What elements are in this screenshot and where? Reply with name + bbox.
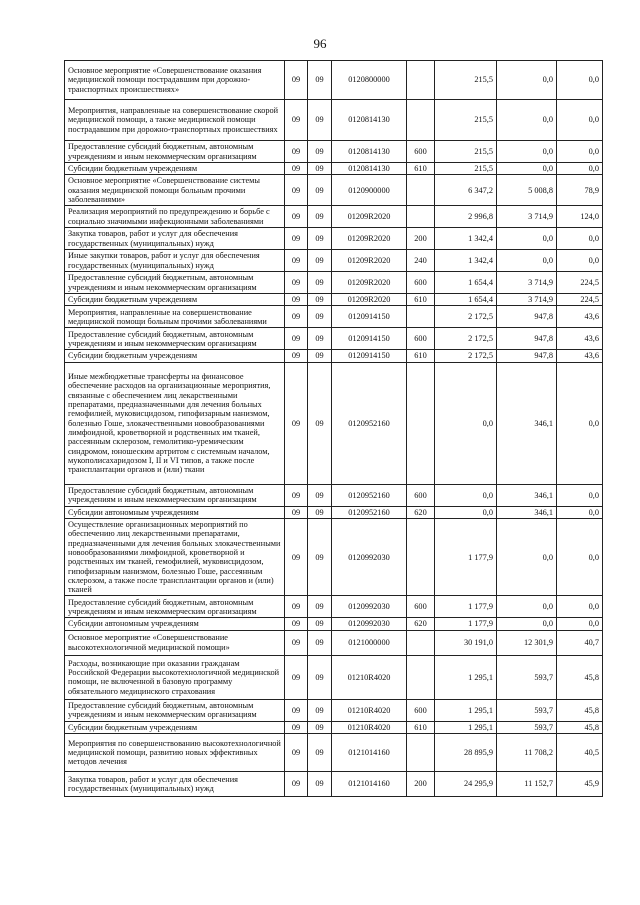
row-subsection: 09	[308, 362, 332, 484]
row-subsection: 09	[308, 206, 332, 228]
row-subsection: 09	[308, 596, 332, 618]
row-value-2: 0,0	[497, 141, 557, 163]
row-subsection: 09	[308, 141, 332, 163]
row-value-3: 0,0	[557, 618, 603, 630]
row-target-article: 0120800000	[332, 61, 407, 100]
row-name: Закупка товаров, работ и услуг для обеспечения государственных (муниципальных) нужд	[65, 228, 285, 250]
row-name: Субсидии бюджетным учреждениям	[65, 163, 285, 175]
row-value-2: 11 152,7	[497, 772, 557, 797]
row-expense-type: 600	[407, 699, 435, 721]
row-name: Мероприятия по совершенствованию высокотехнологичной медицинской помощи, развитию новых эффективных методов лечения	[65, 734, 285, 772]
row-value-2: 346,1	[497, 362, 557, 484]
row-name: Субсидии бюджетным учреждениям	[65, 294, 285, 306]
row-value-2: 5 008,8	[497, 175, 557, 206]
row-subsection: 09	[308, 61, 332, 100]
row-subsection: 09	[308, 699, 332, 721]
row-target-article: 01209R2020	[332, 250, 407, 272]
row-section: 09	[285, 175, 308, 206]
row-value-3: 0,0	[557, 250, 603, 272]
row-value-3: 224,5	[557, 294, 603, 306]
table-row	[65, 141, 603, 163]
table-row	[65, 350, 603, 362]
row-section: 09	[285, 721, 308, 733]
row-value-3: 0,0	[557, 163, 603, 175]
row-name: Мероприятия, направленные на совершенствование медицинской помощи больным прочими заболеваниями	[65, 306, 285, 328]
row-value-1: 1 177,9	[435, 519, 497, 596]
row-subsection: 09	[308, 100, 332, 141]
row-value-1: 2 172,5	[435, 350, 497, 362]
row-name: Иные межбюджетные трансферты на финансовое обеспечение расходов на организационные мероприятия, связанные с обеспечением лиц лекарственными препаратами, предназначенными для лечения больных гемофилией, муковисцидозом, гипофизарным нанизмом, болезнью Гоше, злокачественными новообразованиями лимфоидной, кроветворной и родственных им тканей, рассеянным склерозом, гемолитико-уремическим синдромом, юношеским артритом с системным началом, мукополисахаридозом I, II и VI типов, а также после трансплантации органов и (или) ткани	[65, 362, 285, 484]
row-expense-type	[407, 175, 435, 206]
row-target-article: 0121014160	[332, 772, 407, 797]
table-row	[65, 630, 603, 655]
row-value-1: 1 654,4	[435, 294, 497, 306]
row-target-article: 01210R4020	[332, 655, 407, 699]
table-row	[65, 519, 603, 596]
row-name: Иные закупки товаров, работ и услуг для обеспечения государственных (муниципальных) нужд	[65, 250, 285, 272]
row-value-2: 0,0	[497, 100, 557, 141]
row-target-article: 0120814130	[332, 141, 407, 163]
row-value-2: 12 301,9	[497, 630, 557, 655]
table-row	[65, 618, 603, 630]
table-row	[65, 734, 603, 772]
row-subsection: 09	[308, 175, 332, 206]
row-value-1: 1 177,9	[435, 596, 497, 618]
row-section: 09	[285, 294, 308, 306]
row-expense-type	[407, 362, 435, 484]
row-subsection: 09	[308, 328, 332, 350]
row-subsection: 09	[308, 306, 332, 328]
row-section: 09	[285, 519, 308, 596]
row-value-3: 45,8	[557, 721, 603, 733]
row-value-3: 43,6	[557, 306, 603, 328]
table-row	[65, 699, 603, 721]
table-row	[65, 772, 603, 797]
row-target-article: 0121000000	[332, 630, 407, 655]
row-value-1: 30 191,0	[435, 630, 497, 655]
row-subsection: 09	[308, 506, 332, 518]
row-section: 09	[285, 655, 308, 699]
row-value-1: 2 172,5	[435, 306, 497, 328]
row-target-article: 0120952160	[332, 484, 407, 506]
row-value-1: 1 177,9	[435, 618, 497, 630]
row-subsection: 09	[308, 163, 332, 175]
row-name: Расходы, возникающие при оказании гражданам Российской Федерации высокотехнологичной медицинской помощи, не включенной в базовую программу обязательного медицинского страхования	[65, 655, 285, 699]
row-section: 09	[285, 630, 308, 655]
table-row	[65, 175, 603, 206]
row-section: 09	[285, 362, 308, 484]
row-section: 09	[285, 250, 308, 272]
row-value-2: 0,0	[497, 228, 557, 250]
row-target-article: 0120952160	[332, 506, 407, 518]
row-value-3: 0,0	[557, 506, 603, 518]
row-target-article: 0120914150	[332, 328, 407, 350]
row-value-3: 0,0	[557, 61, 603, 100]
row-value-3: 45,8	[557, 699, 603, 721]
row-target-article: 0120992030	[332, 596, 407, 618]
row-target-article: 0120914150	[332, 306, 407, 328]
row-subsection: 09	[308, 484, 332, 506]
row-subsection: 09	[308, 350, 332, 362]
row-expense-type: 200	[407, 228, 435, 250]
row-value-2: 947,8	[497, 328, 557, 350]
row-expense-type	[407, 100, 435, 141]
row-expense-type	[407, 519, 435, 596]
row-name: Основное мероприятие «Совершенствование системы оказания медицинской помощи больным прочими заболеваниями»	[65, 175, 285, 206]
row-section: 09	[285, 772, 308, 797]
table-row	[65, 294, 603, 306]
row-value-3: 0,0	[557, 484, 603, 506]
row-value-2: 346,1	[497, 484, 557, 506]
row-value-1: 1 654,4	[435, 272, 497, 294]
row-section: 09	[285, 206, 308, 228]
row-value-1: 0,0	[435, 362, 497, 484]
row-target-article: 01209R2020	[332, 294, 407, 306]
row-subsection: 09	[308, 618, 332, 630]
table-row	[65, 655, 603, 699]
row-section: 09	[285, 163, 308, 175]
table-row	[65, 250, 603, 272]
table-row	[65, 506, 603, 518]
row-subsection: 09	[308, 721, 332, 733]
row-value-3: 0,0	[557, 228, 603, 250]
row-name: Субсидии автономным учреждениям	[65, 618, 285, 630]
row-value-3: 0,0	[557, 362, 603, 484]
row-expense-type	[407, 630, 435, 655]
table-row	[65, 328, 603, 350]
row-expense-type	[407, 61, 435, 100]
row-section: 09	[285, 328, 308, 350]
row-target-article: 0120814130	[332, 100, 407, 141]
row-name: Реализация мероприятий по предупреждению и борьбе с социально значимыми инфекционными заболеваниями	[65, 206, 285, 228]
row-value-2: 3 714,9	[497, 294, 557, 306]
row-expense-type: 600	[407, 596, 435, 618]
row-value-1: 215,5	[435, 163, 497, 175]
row-value-3: 78,9	[557, 175, 603, 206]
row-section: 09	[285, 596, 308, 618]
row-value-3: 40,5	[557, 734, 603, 772]
row-value-1: 28 895,9	[435, 734, 497, 772]
row-value-3: 43,6	[557, 328, 603, 350]
table-body	[65, 61, 603, 797]
table-row	[65, 484, 603, 506]
row-value-1: 215,5	[435, 61, 497, 100]
row-name: Основное мероприятие «Совершенствование высокотехнологичной медицинской помощи»	[65, 630, 285, 655]
page-number: 96	[313, 36, 327, 51]
table-row	[65, 228, 603, 250]
row-value-2: 0,0	[497, 163, 557, 175]
row-name: Субсидии бюджетным учреждениям	[65, 350, 285, 362]
row-section: 09	[285, 61, 308, 100]
row-value-3: 224,5	[557, 272, 603, 294]
row-subsection: 09	[308, 272, 332, 294]
row-section: 09	[285, 350, 308, 362]
row-name: Предоставление субсидий бюджетным, автономным учреждениям и иным некоммерческим организациям	[65, 596, 285, 618]
row-subsection: 09	[308, 228, 332, 250]
row-expense-type: 600	[407, 328, 435, 350]
row-subsection: 09	[308, 519, 332, 596]
row-expense-type: 620	[407, 506, 435, 518]
row-expense-type: 610	[407, 721, 435, 733]
row-value-2: 0,0	[497, 596, 557, 618]
row-value-1: 1 295,1	[435, 655, 497, 699]
row-value-2: 11 708,2	[497, 734, 557, 772]
row-value-3: 0,0	[557, 596, 603, 618]
row-name: Основное мероприятие «Совершенствование оказания медицинской помощи пострадавшим при дорожно-транспортных происшествиях»	[65, 61, 285, 100]
row-value-1: 1 295,1	[435, 721, 497, 733]
row-name: Мероприятия, направленные на совершенствование скорой медицинской помощи, а также медицинской помощи пострадавшим при дорожно-транспортных происшествиях	[65, 100, 285, 141]
row-value-2: 0,0	[497, 250, 557, 272]
row-subsection: 09	[308, 294, 332, 306]
row-section: 09	[285, 272, 308, 294]
row-value-2: 3 714,9	[497, 206, 557, 228]
row-name: Осуществление организационных мероприятий по обеспечению лиц лекарственными препаратами, предназначенными для лечения больных злокачественными новообразованиями лимфоидной, кроветворной и родственных им тканей, гемофилией, муковисцидозом, гипофизарным нанизмом, болезнью Гоше, рассеянным склерозом, а также после трансплантации органов и (или) тканей	[65, 519, 285, 596]
row-name: Субсидии бюджетным учреждениям	[65, 721, 285, 733]
row-expense-type: 600	[407, 484, 435, 506]
table-row	[65, 100, 603, 141]
row-target-article: 01209R2020	[332, 206, 407, 228]
row-expense-type	[407, 306, 435, 328]
row-expense-type: 600	[407, 272, 435, 294]
row-expense-type: 240	[407, 250, 435, 272]
row-value-3: 40,7	[557, 630, 603, 655]
row-target-article: 01209R2020	[332, 228, 407, 250]
table-row	[65, 362, 603, 484]
row-value-2: 0,0	[497, 519, 557, 596]
row-section: 09	[285, 484, 308, 506]
row-value-1: 1 342,4	[435, 250, 497, 272]
row-value-2: 3 714,9	[497, 272, 557, 294]
row-value-3: 43,6	[557, 350, 603, 362]
row-value-1: 1 342,4	[435, 228, 497, 250]
row-name: Предоставление субсидий бюджетным, автономным учреждениям и иным некоммерческим организациям	[65, 699, 285, 721]
row-target-article: 01210R4020	[332, 721, 407, 733]
row-section: 09	[285, 141, 308, 163]
row-expense-type: 200	[407, 772, 435, 797]
row-expense-type: 610	[407, 350, 435, 362]
row-name: Предоставление субсидий бюджетным, автономным учреждениям и иным некоммерческим организациям	[65, 141, 285, 163]
row-expense-type: 610	[407, 294, 435, 306]
table-row	[65, 721, 603, 733]
row-section: 09	[285, 306, 308, 328]
row-target-article: 01209R2020	[332, 272, 407, 294]
row-target-article: 01210R4020	[332, 699, 407, 721]
row-value-2: 0,0	[497, 618, 557, 630]
row-name: Субсидии автономным учреждениям	[65, 506, 285, 518]
row-section: 09	[285, 100, 308, 141]
row-subsection: 09	[308, 250, 332, 272]
row-value-1: 0,0	[435, 506, 497, 518]
row-value-3: 45,9	[557, 772, 603, 797]
table-row	[65, 306, 603, 328]
row-name: Закупка товаров, работ и услуг для обеспечения государственных (муниципальных) нужд	[65, 772, 285, 797]
row-section: 09	[285, 618, 308, 630]
row-value-2: 947,8	[497, 350, 557, 362]
row-target-article: 0120900000	[332, 175, 407, 206]
row-value-1: 215,5	[435, 141, 497, 163]
row-target-article: 0120952160	[332, 362, 407, 484]
budget-table	[64, 60, 603, 797]
table-row	[65, 61, 603, 100]
row-expense-type	[407, 734, 435, 772]
row-subsection: 09	[308, 772, 332, 797]
row-value-3: 124,0	[557, 206, 603, 228]
row-section: 09	[285, 734, 308, 772]
row-expense-type: 610	[407, 163, 435, 175]
table-row	[65, 272, 603, 294]
table-row	[65, 596, 603, 618]
row-value-1: 215,5	[435, 100, 497, 141]
row-value-3: 45,8	[557, 655, 603, 699]
row-subsection: 09	[308, 630, 332, 655]
row-value-2: 593,7	[497, 655, 557, 699]
row-value-2: 346,1	[497, 506, 557, 518]
row-value-2: 0,0	[497, 61, 557, 100]
row-value-2: 593,7	[497, 699, 557, 721]
row-value-3: 0,0	[557, 519, 603, 596]
row-target-article: 0120992030	[332, 519, 407, 596]
row-value-1: 6 347,2	[435, 175, 497, 206]
row-value-1: 2 172,5	[435, 328, 497, 350]
table-row	[65, 206, 603, 228]
row-value-3: 0,0	[557, 141, 603, 163]
row-value-1: 2 996,8	[435, 206, 497, 228]
row-target-article: 0120914150	[332, 350, 407, 362]
row-name: Предоставление субсидий бюджетным, автономным учреждениям и иным некоммерческим организациям	[65, 328, 285, 350]
row-target-article: 0121014160	[332, 734, 407, 772]
row-value-2: 947,8	[497, 306, 557, 328]
row-section: 09	[285, 228, 308, 250]
row-value-1: 24 295,9	[435, 772, 497, 797]
row-subsection: 09	[308, 655, 332, 699]
row-section: 09	[285, 506, 308, 518]
row-expense-type: 620	[407, 618, 435, 630]
row-value-1: 0,0	[435, 484, 497, 506]
row-expense-type	[407, 206, 435, 228]
row-name: Предоставление субсидий бюджетным, автономным учреждениям и иным некоммерческим организациям	[65, 272, 285, 294]
table-row	[65, 163, 603, 175]
row-section: 09	[285, 699, 308, 721]
row-target-article: 0120814130	[332, 163, 407, 175]
row-value-1: 1 295,1	[435, 699, 497, 721]
row-name: Предоставление субсидий бюджетным, автономным учреждениям и иным некоммерческим организациям	[65, 484, 285, 506]
row-expense-type: 600	[407, 141, 435, 163]
row-expense-type	[407, 655, 435, 699]
row-target-article: 0120992030	[332, 618, 407, 630]
row-subsection: 09	[308, 734, 332, 772]
row-value-3: 0,0	[557, 100, 603, 141]
row-value-2: 593,7	[497, 721, 557, 733]
